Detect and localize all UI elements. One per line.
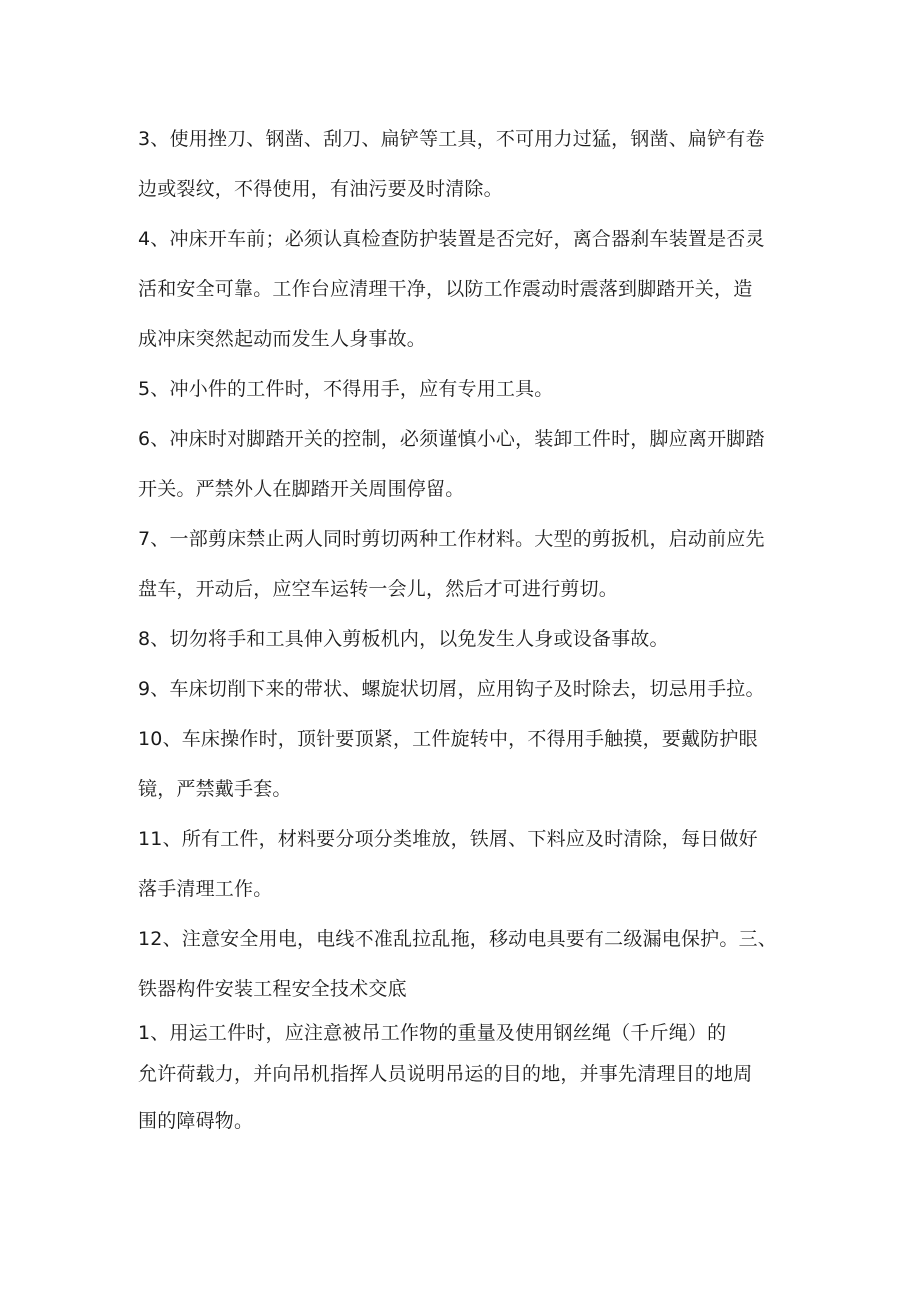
- text-line: 落手清理工作。: [138, 878, 273, 900]
- document-body: [138, 114, 798, 1146]
- text-line: 1、用运工件时，应注意被吊工作物的重量及使用钢丝绳（千斤绳）的: [138, 1022, 727, 1044]
- text-line: 边或裂纹，不得使用，有油污要及时清除。: [138, 178, 503, 200]
- text-line: 8、切勿将手和工具伸入剪板机内，以免发生人身或设备事故。: [138, 628, 669, 650]
- text-line: 7、一部剪床禁止两人同时剪切两种工作材料。大型的剪扳机，启动前应先: [138, 528, 765, 550]
- text-line: 4、冲床开车前；必须认真检查防护装置是否完好，离合器刹车装置是否灵: [138, 228, 765, 250]
- text-line: 9、车床切削下来的带状、螺旋状切屑，应用钩子及时除去，切忌用手拉。: [138, 678, 765, 700]
- text-line: 围的障碍物。: [138, 1110, 254, 1132]
- text-line: 3、使用挫刀、钢凿、刮刀、扁铲等工具，不可用力过猛，钢凿、扁铲有卷: [138, 128, 765, 150]
- text-line: 开关。严禁外人在脚踏开关周围停留。: [138, 478, 465, 500]
- text-line: 6、冲床时对脚踏开关的控制，必须谨慎小心，装卸工件时，脚应离开脚踏: [138, 428, 765, 450]
- text-line: 铁器构件安装工程安全技术交底: [138, 978, 407, 1000]
- text-line: 11、所有工件，材料要分项分类堆放，铁屑、下料应及时清除，每日做好: [138, 828, 758, 850]
- text-line: 盘车，开动后，应空车运转一会儿，然后才可进行剪切。: [138, 578, 619, 600]
- text-line: 镜，严禁戴手套。: [138, 778, 292, 800]
- text-line: 12、注意安全用电，电线不准乱拉乱拖，移动电具要有二级漏电保护。三、: [138, 928, 777, 950]
- text-line: 活和安全可靠。工作台应清理干净，以防工作震动时震落到脚踏开关，造: [138, 278, 753, 300]
- text-line: 成冲床突然起动而发生人身事故。: [138, 328, 427, 350]
- text-line: 允许荷载力，并向吊机指挥人员说明吊运的目的地，并事先清理目的地周: [138, 1063, 753, 1085]
- text-line: 10、车床操作时，顶针要顶紧，工件旋转中，不得用手触摸，要戴防护眼: [138, 728, 758, 750]
- text-line: 5、冲小件的工件时，不得用手，应有专用工具。: [138, 378, 554, 400]
